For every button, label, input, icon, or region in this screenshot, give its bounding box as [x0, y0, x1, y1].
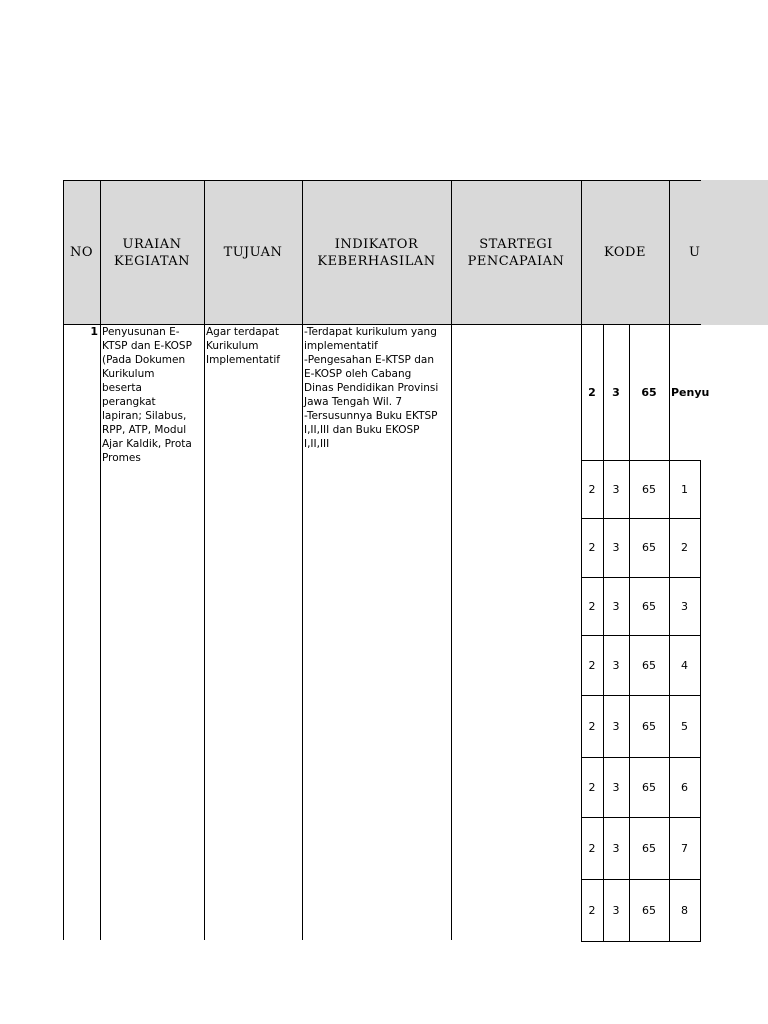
kode-cell-c: 65	[642, 780, 656, 794]
kode-cell-c: 65	[641, 385, 657, 399]
uraian-kegiatan-cell: Penyusunan E- KTSP dan E-KOSP (Pada Dokumen Kurikulum beserta perangkat lapiran; Silabus, RPP, ATP, Modul Ajar Kaldik, Prota Promes	[102, 326, 192, 464]
kode-row-border	[581, 757, 701, 758]
strategi-cell	[453, 325, 579, 365]
kode-cell-b: 3	[612, 780, 620, 794]
kode-cell-d: 4	[681, 658, 688, 672]
tujuan-cell: Agar terdapat Kurikulum Implementatif	[206, 326, 280, 366]
kode-cell-d: 5	[681, 719, 688, 733]
header-strategi-pencapaian: STARTEGI PENCAPAIAN	[467, 236, 565, 269]
kode-row-border	[581, 695, 701, 696]
kode-cell-c: 65	[642, 599, 656, 613]
kode-cell-c: 65	[642, 482, 656, 496]
kode-cell-a: 2	[588, 841, 596, 855]
kode-cell-a: 2	[588, 658, 596, 672]
kode-cell-a: 2	[588, 482, 596, 496]
kode-cell-b: 3	[612, 903, 620, 917]
kode-cell-b: 3	[612, 658, 620, 672]
kode-row-border	[581, 635, 701, 636]
kode-row-border	[581, 460, 701, 461]
header-uraian-kegiatan: URAIAN KEGIATAN	[113, 236, 191, 269]
kode-cell-b: 3	[612, 541, 620, 554]
kode-cell-d: 3	[681, 599, 688, 613]
kode-cell-d: 1	[681, 482, 688, 496]
kode-sub-border-3	[700, 460, 701, 942]
row-number: 1	[90, 325, 98, 338]
kode-cell-d: 7	[681, 841, 688, 855]
kode-cell-d: 8	[681, 903, 688, 917]
kode-row-border	[581, 577, 701, 578]
kode-cell-a: 2	[588, 903, 596, 917]
kode-cell-b: 3	[612, 385, 620, 399]
kode-cell-c: 65	[642, 541, 656, 554]
kode-row-border	[581, 518, 701, 519]
kode-bottom-border	[581, 941, 701, 942]
kode-cell-d: 2	[681, 541, 688, 554]
header-indikator-keberhasilan: INDIKATOR KEBERHASILAN	[317, 236, 436, 269]
kode-cell-d: 6	[681, 780, 688, 794]
kode-cell-a: 2	[588, 541, 596, 554]
kode-cell-a: 2	[588, 385, 596, 399]
kode-cell-b: 3	[612, 482, 620, 496]
kode-cell-b: 3	[612, 719, 620, 733]
kode-cell-a: 2	[588, 780, 596, 794]
kode-row-border	[581, 879, 701, 880]
kode-cell-a: 2	[588, 599, 596, 613]
kode-cell-c: 65	[642, 658, 656, 672]
indikator-cell: -Terdapat kurikulum yang implementatif -Pengesahan E-KTSP dan E-KOSP oleh Cabang Dinas Pendidikan Provinsi Jawa Tengah Wil. 7 -Tersusunnya Buku EKTSP I,II,III dan Buku EKOSP I,II,III	[304, 326, 439, 450]
header-next-column: U	[689, 245, 701, 260]
header-no: NO	[69, 245, 94, 260]
kode-row-border	[581, 817, 701, 818]
header-tujuan: TUJUAN	[223, 245, 283, 260]
header-kode: KODE	[604, 245, 646, 260]
kode-cell-b: 3	[612, 599, 620, 613]
kode-cell-c: 65	[642, 719, 656, 733]
kode-cell-d: Penyu	[671, 385, 710, 399]
kode-cell-a: 2	[588, 719, 596, 733]
kode-cell-c: 65	[642, 903, 656, 917]
kode-cell-c: 65	[642, 841, 656, 855]
kode-cell-b: 3	[612, 841, 620, 855]
